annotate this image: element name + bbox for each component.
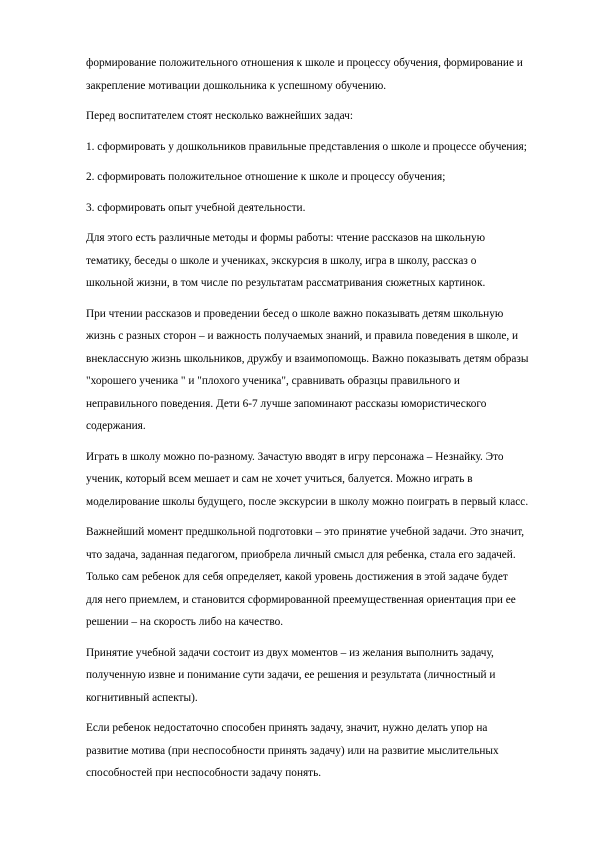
- paragraph: [86, 105, 556, 128]
- text-line: моделирование школы будущего, после экскурсии в школу можно поиграть в первый класс.: [86, 495, 529, 508]
- text-line: Принятие учебной задачи состоит из двух моментов – из желания выполнить задачу,: [86, 646, 494, 659]
- text-line: тематику, беседы о школе и учениках, экскурсия в школу, игра в школу, рассказ о: [86, 254, 477, 267]
- text-line: закрепление мотивации дошкольника к успешному обучению.: [86, 79, 387, 92]
- text-line: формирование положительного отношения к школе и процессу обучения, формирование и: [86, 57, 523, 69]
- text-line: полученную извне и понимание сути задачи, ее решения и результата (личностный и: [86, 669, 496, 681]
- text-line: Играть в школу можно по-разному. Зачастую вводят в игру персонажа – Незнайку. Это: [86, 450, 504, 463]
- text-line: внеклассную жизнь школьников, дружбу и взаимопомощь. Важно показывать детям образы: [86, 352, 529, 365]
- text-line: неправильного поведения. Дети 6-7 лучше запоминают рассказы юмористического: [86, 397, 487, 410]
- paragraph: [86, 303, 556, 438]
- paragraph: [86, 227, 556, 295]
- text-line: Для этого есть различные методы и формы работы: чтение рассказов на школьную: [86, 232, 486, 244]
- text-line: При чтении рассказов и проведении бесед о школе важно показывать детям школьную: [86, 307, 504, 320]
- text-line: что задача, заданная педагогом, приобрела личный смысл для ребенка, стала его задачей.: [86, 548, 516, 561]
- paragraph: [86, 642, 556, 710]
- text-line: Только сам ребенок для себя определяет, какой уровень достижения в этой задаче будет: [86, 571, 508, 583]
- text-line: 1. сформировать у дошкольников правильные представления о школе и процессе обучения;: [86, 140, 527, 153]
- text-line: Если ребенок недостаточно способен принять задачу, значит, нужно делать упор на: [86, 722, 488, 734]
- paragraph: [86, 136, 556, 159]
- paragraph: [86, 166, 556, 189]
- paragraph: [86, 197, 556, 220]
- paragraph: [86, 717, 556, 785]
- text-line: содержания.: [86, 420, 146, 432]
- document-body: [86, 52, 556, 793]
- text-line: Перед воспитателем стоят несколько важнейших задач:: [86, 110, 353, 122]
- paragraph: [86, 446, 556, 514]
- text-line: способностей при неспособности задачу понять.: [86, 767, 322, 779]
- text-line: 3. сформировать опыт учебной деятельности.: [86, 201, 306, 214]
- paragraph: [86, 52, 556, 97]
- text-line: "хорошего ученика " и "плохого ученика", сравнивать образцы правильного и: [86, 375, 460, 387]
- text-line: жизнь с разных сторон – и важность получаемых знаний, и правила поведения в школе, и: [86, 330, 519, 342]
- text-line: школьной жизни, в том числе по результатам рассматривания сюжетных картинок.: [86, 277, 486, 289]
- text-line: для него приемлем, и становится сформированной преемущественная ориентация при ее: [86, 593, 516, 606]
- paragraph: [86, 521, 556, 634]
- text-line: ученик, который всем мешает и сам не хочет учиться, балуется. Можно играть в: [86, 473, 473, 485]
- text-line: решении – на скорость либо на качество.: [86, 616, 284, 628]
- text-line: развитие мотива (при неспособности принять задачу) или на развитие мыслительных: [86, 744, 499, 757]
- text-line: 2. сформировать положительное отношение к школе и процессу обучения;: [86, 171, 446, 183]
- text-line: Важнейший момент предшкольной подготовки – это принятие учебной задачи. Это значит,: [86, 526, 525, 538]
- text-line: когнитивный аспекты).: [86, 691, 198, 704]
